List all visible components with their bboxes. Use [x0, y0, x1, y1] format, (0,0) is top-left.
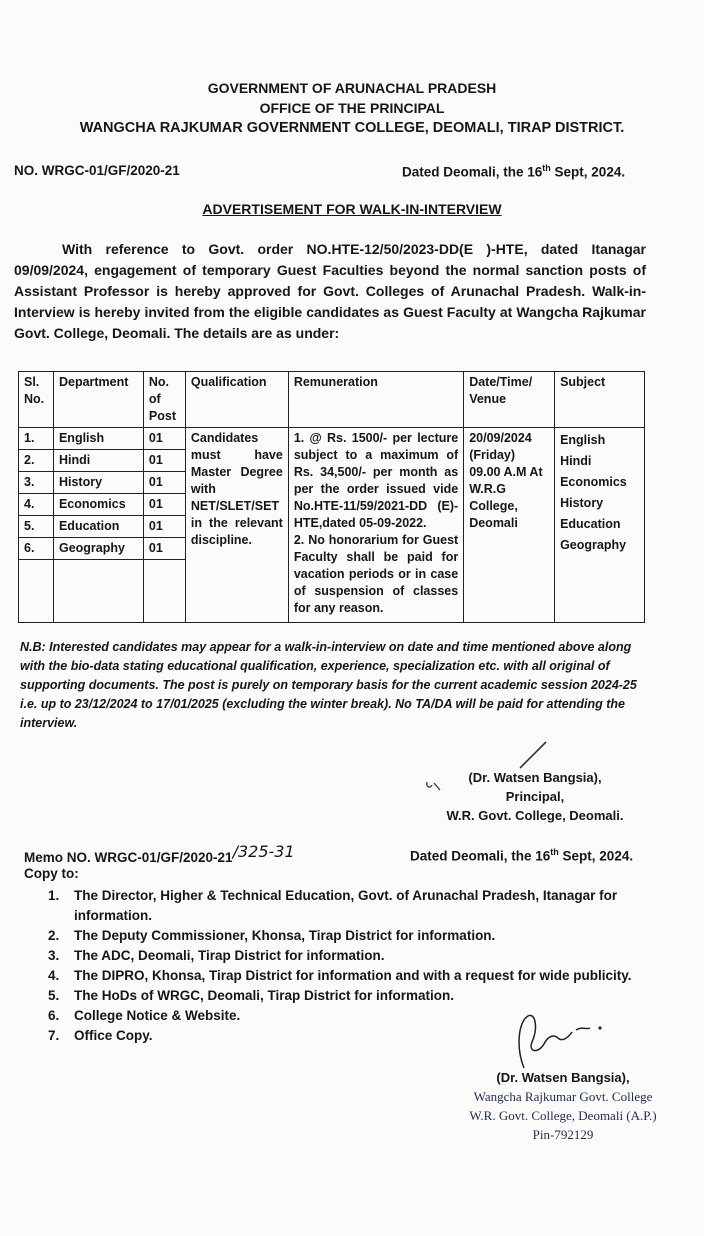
subject-item: English [560, 433, 606, 447]
header-office: OFFICE OF THE PRINCIPAL [259, 100, 445, 116]
dept-cell: Hindi [53, 450, 143, 472]
dept-cell: History [53, 472, 143, 494]
sl-cell: 1. [19, 428, 54, 450]
dept-cell: English [53, 428, 143, 450]
table-row [19, 428, 645, 450]
principal-name: (Dr. Watsen Bangsia), [468, 770, 602, 785]
signature-mark-icon [516, 738, 550, 772]
list-item: 7. Office Copy. [48, 1028, 153, 1043]
sl-cell: 6. [19, 538, 54, 560]
reference-date: Dated Deomali, the 16th Sept, 2024. [402, 163, 626, 180]
list-item: 1. The Director, Higher & Technical Education, Govt. of Arunachal Pradesh, Itanagar for information. [48, 888, 618, 923]
principal-designation: Principal, [505, 789, 565, 804]
list-item: 5. The HoDs of WRGC, Deomali, Tirap District for information. [48, 988, 455, 1003]
remuneration-cell [288, 428, 463, 623]
empty-cell [53, 560, 143, 623]
subject-item: History [560, 496, 604, 510]
qualification-cell: Candidates must have Master Degree with NET/SLET/SET in the relevant discipline. [185, 428, 288, 623]
reference-number: NO. WRGC-01/GF/2020-21 [14, 163, 180, 178]
posts-cell: 01 [143, 472, 185, 494]
remuneration-point-2: 2. No honorarium for Guest Faculty shall be paid for vacation periods or in case of suspension of classes for any reason. [293, 533, 459, 615]
list-item: 6. College Notice & Website. [48, 1008, 241, 1023]
header-government: GOVERNMENT OF ARUNACHAL PRADESH [207, 80, 497, 96]
signature-block [440, 768, 630, 825]
intro-paragraph: With reference to Govt. order NO.HTE-12/50/2023-DD(E )-HTE, dated Itanagar 09/09/2024, engagement of temporary Guest Faculties beyond the normal sanction posts of Assistant Professor is hereby approved for Govt. Colleges of Arunachal Pradesh. Walk-in-Interview is hereby invited from the eligible candidates as Guest Faculty at Wangcha Rajkumar Govt. College, Deomali. The details are as under: [14, 241, 646, 341]
subject-item: Geography [560, 538, 627, 552]
document-title: ADVERTISEMENT FOR WALK-IN-INTERVIEW [202, 201, 502, 217]
memo-date: Dated Deomali, the 16th Sept, 2024. [410, 847, 634, 864]
posts-cell: 01 [143, 450, 185, 472]
stamp-pin: Pin-792129 [532, 1127, 594, 1142]
copy-to-label: Copy to: [24, 866, 79, 881]
remuneration-point-1: 1. @ Rs. 1500/- per lecture subject to a maximum of Rs. 34,500/- per month as per the order issued vide No.HTE-11/59/2021-DD (E)-HTE,dated 05-09-2022. [293, 431, 459, 530]
empty-cell [19, 560, 54, 623]
sl-cell: 2. [19, 450, 54, 472]
principal-office: W.R. Govt. College, Deomali. [446, 808, 624, 823]
memo-handwritten-number: /325-31 [232, 842, 295, 861]
posts-cell: 01 [143, 516, 185, 538]
header-department: Department [53, 372, 143, 428]
list-item: 4. The DIPRO, Khonsa, Tirap District for information and with a request for wide publicity. [48, 968, 632, 983]
empty-cell [143, 560, 185, 623]
stamp-college: Wangcha Rajkumar Govt. College [473, 1089, 653, 1104]
note-paragraph: N.B: Interested candidates may appear for a walk-in-interview on date and time mentioned above along with the bio-data stating educational qualification, experience, specialization etc. with all original of supporting documents. The post is purely on temporary basis for the current academic session 2024-25 i.e. up to 23/12/2024 to 17/01/2025 (excluding the winter break). No TA/DA will be paid for attending the interview. [20, 640, 637, 730]
stamp-office: W.R. Govt. College, Deomali (A.P.) [469, 1108, 657, 1123]
header-no-of-post: No. of Post [143, 372, 185, 428]
posts-cell: 01 [143, 494, 185, 516]
sl-cell: 3. [19, 472, 54, 494]
list-item: 2. The Deputy Commissioner, Khonsa, Tirap District for information. [48, 928, 496, 943]
subject-item: Economics [560, 475, 627, 489]
dept-cell: Education [53, 516, 143, 538]
posts-cell: 01 [143, 538, 185, 560]
venue-cell: 20/09/2024 (Friday) 09.00 A.M At W.R.G College, Deomali [464, 428, 555, 623]
subject-item: Education [560, 517, 621, 531]
posts-cell: 01 [143, 428, 185, 450]
dept-cell: Geography [53, 538, 143, 560]
sl-cell: 4. [19, 494, 54, 516]
list-item: 3. The ADC, Deomali, Tirap District for information. [48, 948, 385, 963]
office-stamp [438, 1068, 688, 1144]
dept-cell: Economics [53, 494, 143, 516]
header-qualification: Qualification [185, 372, 288, 428]
sl-cell: 5. [19, 516, 54, 538]
header-date-venue: Date/Time/ Venue [464, 372, 555, 428]
table-header-row [19, 372, 645, 428]
header-sl-no: Sl. No. [19, 372, 54, 428]
subject-item: Hindi [560, 454, 592, 468]
header-remuneration: Remuneration [288, 372, 463, 428]
memo-number: Memo NO. WRGC-01/GF/2020-21/325-31 [24, 842, 295, 865]
header-college: WANGCHA RAJKUMAR GOVERNMENT COLLEGE, DEOMALI, TIRAP DISTRICT. [79, 120, 625, 136]
principal-signature-icon [498, 1008, 618, 1072]
stamp-name: (Dr. Watsen Bangsia), [496, 1070, 630, 1085]
posts-table [18, 371, 645, 623]
subject-cell [555, 428, 645, 623]
header-subject: Subject [555, 372, 645, 428]
